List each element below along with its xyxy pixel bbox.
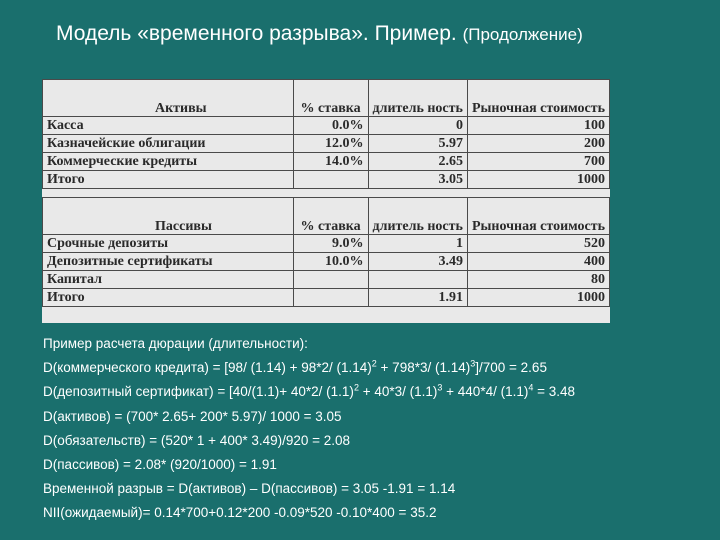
liability-rate: 10.0% bbox=[293, 253, 368, 271]
liability-rate bbox=[293, 271, 368, 289]
asset-rate: 14.0% bbox=[293, 153, 368, 171]
asset-duration: 0 bbox=[368, 117, 467, 135]
liability-value: 1000 bbox=[467, 289, 609, 307]
asset-duration: 5.97 bbox=[368, 135, 467, 153]
liability-name: Срочные депозиты bbox=[43, 235, 294, 253]
table-row bbox=[43, 117, 610, 135]
liability-rate: 9.0% bbox=[293, 235, 368, 253]
assets-header: Активы bbox=[43, 80, 294, 117]
note-nii-expected: NII(ожидаемый)= 0.14*700+0.12*200 -0.09*520 -0.10*400 = 35.2 bbox=[43, 505, 437, 521]
liability-rate bbox=[293, 289, 368, 307]
liability-duration: 3.49 bbox=[368, 253, 467, 271]
gap-table bbox=[42, 79, 610, 307]
table-row bbox=[43, 271, 610, 289]
note-commercial-loan-duration: D(коммерческого кредита) = [98/ (1.14) + 98*2/ $(1.14)^2 + 798*3/$ $(1.14)^3]/700 = 2.65$ bbox=[43, 358, 547, 376]
liability-value: 400 bbox=[467, 253, 609, 271]
liability-duration: 1 bbox=[368, 235, 467, 253]
note-deposit-certificate-duration: D(депозитный сертификат) = [40/(1.1)+ 40*2/ $(1.1)^2 + 40*3/$ $(1.1)^3 + 440*4/$ $(1.1)^4 = 3.48$ bbox=[43, 382, 576, 400]
asset-value: 1000 bbox=[467, 171, 609, 189]
liabilities-header-row bbox=[43, 198, 610, 235]
note-liabilities-duration: D(пассивов) = 2.08* (920/1000) = 1.91 bbox=[43, 457, 277, 473]
note-obligations-duration: D(обязательств) = (520* 1 + 400* 3.49)/920 = 2.08 bbox=[43, 432, 351, 448]
note-duration-gap: Временной разрыв = D(активов) – D(пассивов) = 3.05 -1.91 = 1.14 bbox=[43, 481, 456, 497]
duration-header: длитель ность bbox=[368, 80, 467, 117]
asset-rate: 0.0% bbox=[293, 117, 368, 135]
assets-header-row bbox=[43, 80, 610, 117]
table-spacer bbox=[43, 189, 610, 198]
liability-value: 520 bbox=[467, 235, 609, 253]
slide-title bbox=[56, 22, 583, 46]
table-row bbox=[43, 253, 610, 271]
table-row bbox=[43, 235, 610, 253]
table-row bbox=[43, 171, 610, 189]
table-row bbox=[43, 153, 610, 171]
table-row bbox=[43, 135, 610, 153]
liability-name: Капитал bbox=[43, 271, 294, 289]
liability-duration bbox=[368, 271, 467, 289]
asset-name: Казначейские облигации bbox=[43, 135, 294, 153]
asset-value: 700 bbox=[467, 153, 609, 171]
notes-heading: Пример расчета дюрации (длительности): bbox=[43, 336, 308, 351]
duration-header: длитель ность bbox=[368, 198, 467, 235]
market-value-header: Рыночная стоимость bbox=[467, 80, 609, 117]
asset-rate bbox=[293, 171, 368, 189]
asset-duration: 3.05 bbox=[368, 171, 467, 189]
duration-tables bbox=[42, 79, 610, 323]
liabilities-header: Пассивы bbox=[43, 198, 294, 235]
asset-name: Касса bbox=[43, 117, 294, 135]
rate-header: % ставка bbox=[293, 198, 368, 235]
asset-name: Итого bbox=[43, 171, 294, 189]
liability-duration: 1.91 bbox=[368, 289, 467, 307]
rate-header: % ставка bbox=[293, 80, 368, 117]
calculation-notes bbox=[43, 332, 575, 526]
title-main: Модель «временного разрыва». Пример. bbox=[56, 22, 457, 45]
table-row bbox=[43, 289, 610, 307]
liability-name: Итого bbox=[43, 289, 294, 307]
asset-duration: 2.65 bbox=[368, 153, 467, 171]
asset-value: 200 bbox=[467, 135, 609, 153]
note-assets-duration: D(активов) = (700* 2.65+ 200* 5.97)/ 1000 = 3.05 bbox=[43, 408, 342, 424]
asset-value: 100 bbox=[467, 117, 609, 135]
title-sub: (Продолжение) bbox=[462, 25, 583, 44]
liability-value: 80 bbox=[467, 271, 609, 289]
asset-rate: 12.0% bbox=[293, 135, 368, 153]
liability-name: Депозитные сертификаты bbox=[43, 253, 294, 271]
market-value-header: Рыночная стоимость bbox=[467, 198, 609, 235]
asset-name: Коммерческие кредиты bbox=[43, 153, 294, 171]
